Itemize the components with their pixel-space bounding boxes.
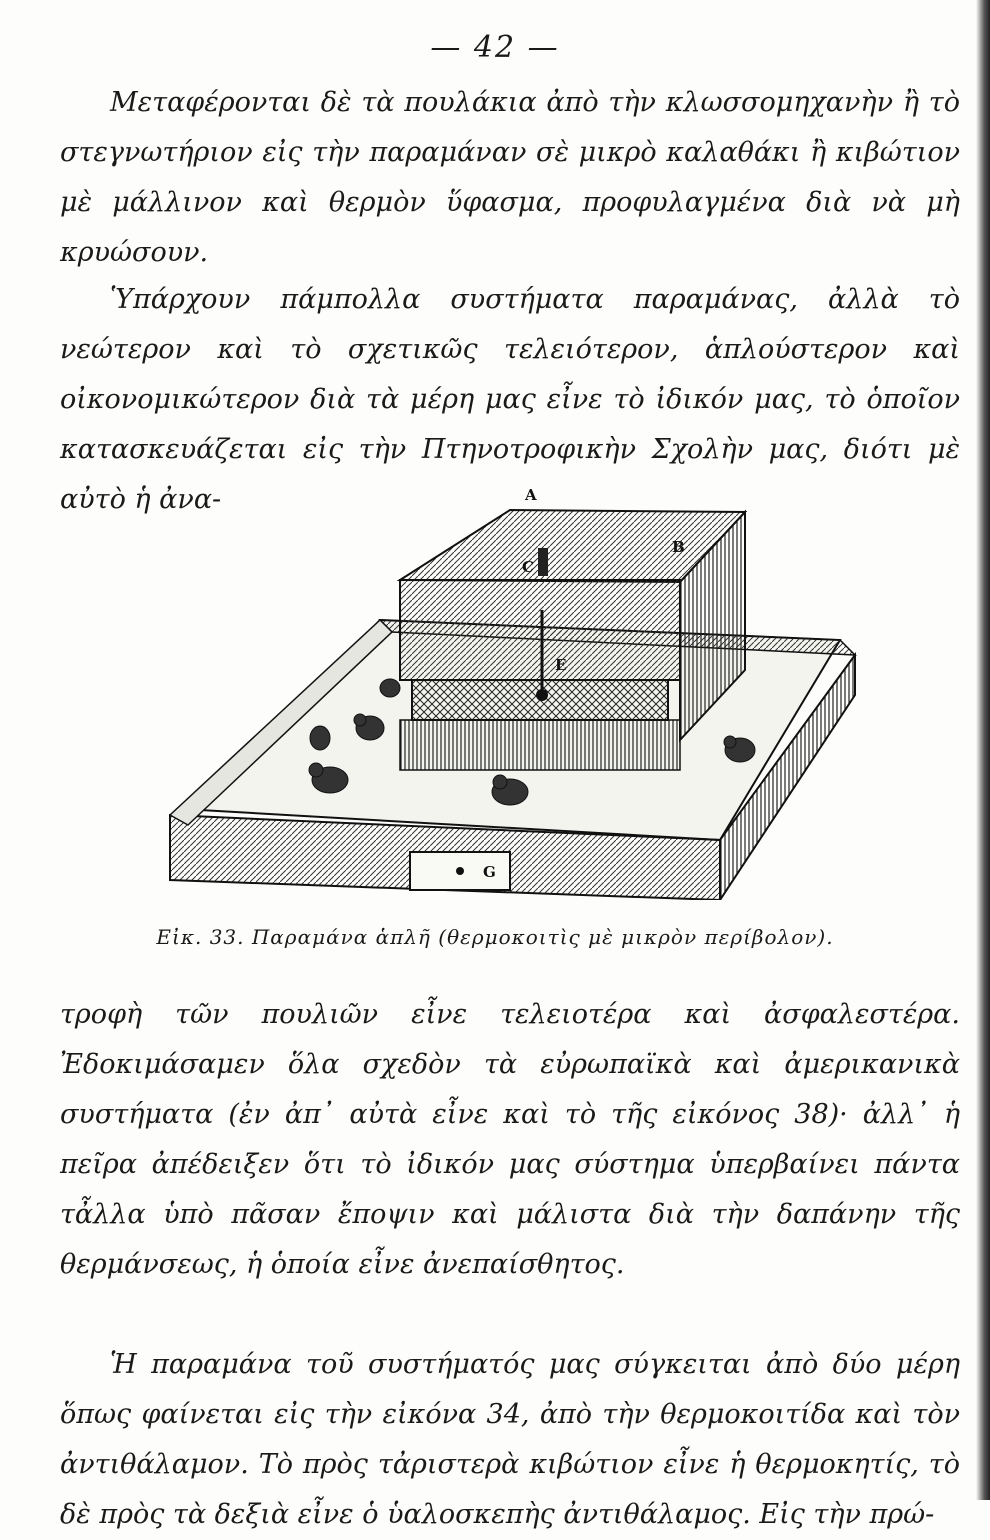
label-b: B	[672, 538, 685, 556]
paragraph-1: Μεταφέρονται δὲ τὰ πουλάκια ἀπὸ τὴν κλωσσομηχανὴν ἢ τὸ στεγνωτήριον εἰς τὴν παραμάναν σὲ μικρὸ καλαθάκι ἢ κιβώτιον μὲ μάλλινον καὶ θερμὸν ὕφασμα, προφυλαγμένα διὰ νὰ μὴ κρυώσουν.	[60, 87, 960, 268]
page-binding-edge	[976, 0, 990, 1500]
box-curtain	[400, 720, 680, 770]
brooder-illustration	[160, 480, 880, 900]
vent-tube-c	[538, 548, 548, 576]
box-front	[400, 580, 680, 680]
paragraph-4: Ἡ παραμάνα τοῦ συστήματός μας σύγκειται ἀπὸ δύο μέρη ὅπως φαίνεται εἰς τὴν εἰκόνα 34, ἀπὸ τὴν θερμοκοιτίδα καὶ τὸν ἀντιθάλαμον. Τὸ πρὸς τἀριστερὰ κιβώτιον εἶνε ἡ θερμοκητίς, τὸ δὲ πρὸς τὰ δεξιὰ εἶνε ὁ ὑαλοσκεπὴς ἀντιθάλαμος. Εἰς τὴν πρώ-	[60, 1349, 960, 1530]
label-e: E	[555, 656, 567, 674]
drawer-knob	[456, 867, 464, 875]
label-c: C	[522, 558, 534, 576]
brooder-drawing	[160, 480, 880, 900]
page-number: — 42 —	[430, 30, 560, 65]
label-g: G	[483, 863, 496, 881]
paragraph-3: τροφὴ τῶν πουλιῶν εἶνε τελειοτέρα καὶ ἀσφαλεστέρα. Ἐδοκιμάσαμεν ὅλα σχεδὸν τὰ εὐρωπαϊκὰ καὶ ἀμερικανικὰ συστήματα (ἐν ἀπ᾽ αὐτὰ εἶνε καὶ τὸ τῆς εἰκόνος 38)· ἀλλ᾽ ἡ πεῖρα ἀπέδειξεν ὅτι τὸ ἰδικόν μας σύστημα ὑπερβαίνει πάντα τἆλλα ὑπὸ πᾶσαν ἔποψιν καὶ μάλιστα διὰ τὴν δαπάνην τῆς θερμάνσεως, ἡ ὁποία εἶνε ἀνεπαίσθητος.	[60, 999, 960, 1280]
thermometer-bulb	[536, 689, 548, 701]
figure-caption: Εἰκ. 33. Παραμάνα ἁπλῆ (θερμοκοιτὶς μὲ μικρὸν περίβολον).	[156, 925, 834, 949]
label-a: A	[525, 486, 537, 504]
paragraph-2: Ὑπάρχουν πάμπολλα συστήματα παραμάνας, ἀλλὰ τὸ νεώτερον καὶ τὸ σχετικῶς τελειότερον, ἁπλούστερον καὶ οἰκονομικώτερον διὰ τὰ μέρη μας εἶνε τὸ ἰδικόν μας, τὸ ὁποῖον κατασκευάζεται εἰς τὴν Πτηνοτροφικὴν Σχολὴν μας, διότι μὲ αὐτὸ ἡ ἀνα-	[60, 284, 960, 515]
